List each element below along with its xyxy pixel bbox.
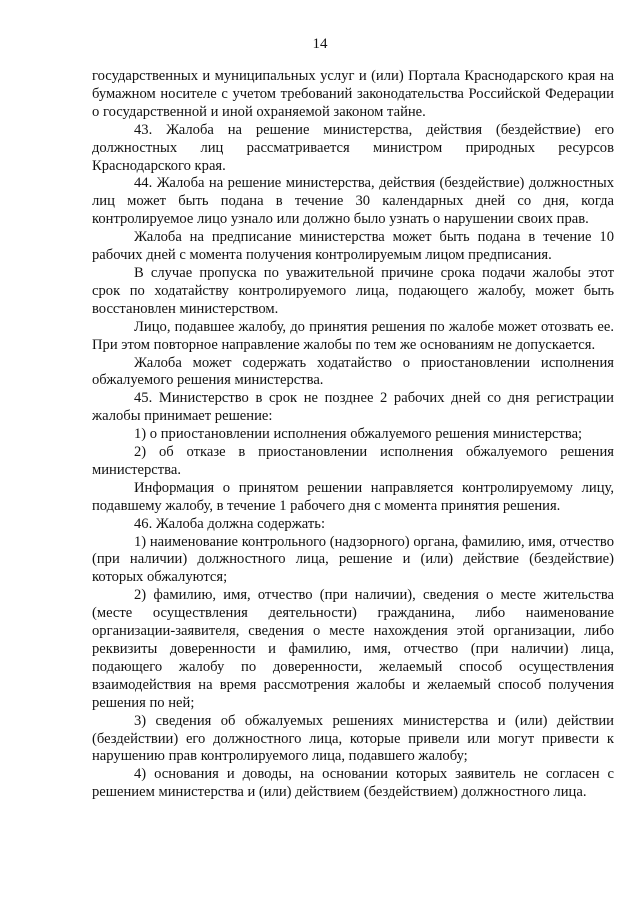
list-item-46-4: 4) основания и доводы, на основании которых заявитель не согласен с решением министерства и (или) действием (бездействием) должностного лица.	[92, 766, 614, 801]
document-body	[92, 68, 614, 802]
paragraph-prescription-appeal: Жалоба на предписание министерства может быть подана в течение 10 рабочих дней с момента получения контролируемым лицом предписания.	[92, 229, 614, 264]
list-item-46-2: 2) фамилию, имя, отчество (при наличии), сведения о месте жительства (месте осуществления деятельности) гражданина, либо наименование организации-заявителя, сведения о месте нахождения этой организации, либо реквизиты доверенности и фамилию, имя, отчество (при наличии) лица, подающего жалобу по доверенности, желаемый способ осуществления взаимодействия на время рассмотрения жалобы и желаемый способ получения решения по ней;	[92, 587, 614, 711]
list-item-45-2: 2) об отказе в приостановлении исполнения обжалуемого решения министерства.	[92, 444, 614, 478]
paragraph-item-46: 46. Жалоба должна содержать:	[134, 515, 325, 532]
paragraph-continuation: государственных и муниципальных услуг и (или) Портала Краснодарского края на бумажном носителе с учетом требований законодательства Российской Федерации о государственной и иной охраняемой законом тайне.	[92, 68, 614, 120]
paragraph-item-43: 43. Жалоба на решение министерства, действия (бездействие) его должностных лиц рассматривается министром природных ресурсов Краснодарского края.	[92, 121, 614, 174]
paragraph-suspension-request: Жалоба может содержать ходатайство о приостановлении исполнения обжалуемого решения министерства.	[92, 354, 614, 389]
paragraph-deadline-restoration: В случае пропуска по уважительной причине срока подачи жалобы этот срок по ходатайству контролируемого лица, подающего жалобу, может быть восстановлен министерством.	[92, 264, 614, 317]
paragraph-item-44: 44. Жалоба на решение министерства, действия (бездействие) должностных лиц может быть подана в течение 30 календарных дней со дня, когда контролируемое лицо узнало или должно было узнать о нарушении своих прав.	[92, 175, 614, 228]
page-number: 14	[312, 36, 328, 52]
list-item-46-1: 1) наименование контрольного (надзорного) органа, фамилию, имя, отчество (при наличии) должностного лица, решение и (или) действие (бездействие) которых обжалуются;	[92, 533, 614, 586]
paragraph-withdrawal: Лицо, подавшее жалобу, до принятия решения по жалобе может отозвать ее. При этом повторное направление жалобы по тем же основаниям не допускается.	[92, 318, 614, 353]
list-item-45-1: 1) о приостановлении исполнения обжалуемого решения министерства;	[134, 426, 583, 443]
paragraph-item-45: 45. Министерство в срок не позднее 2 рабочих дней со дня регистрации жалобы принимает решение:	[92, 390, 614, 425]
paragraph-decision-notice: Информация о принятом решении направляется контролируемому лицу, подавшему жалобу, в течение 1 рабочего дня с момента принятия решения.	[92, 479, 614, 514]
list-item-46-3: 3) сведения об обжалуемых решениях министерства и (или) действии (бездействии) его должностного лица, которые привели или могут привести к нарушению прав контролируемого лица, подавшего жалобу;	[92, 712, 614, 765]
